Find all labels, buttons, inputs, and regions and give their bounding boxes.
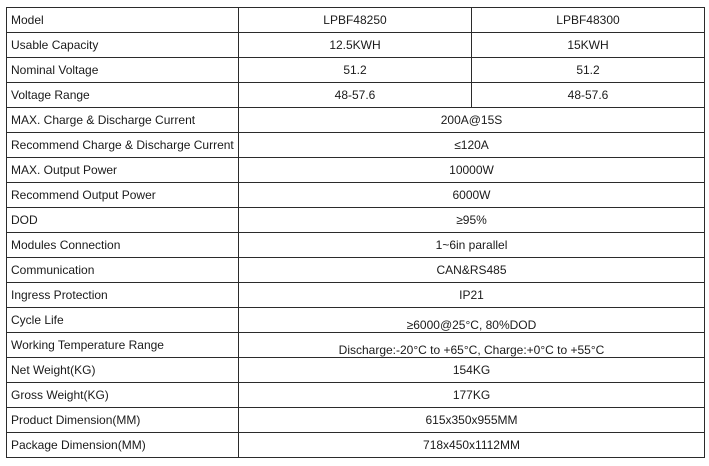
table-row	[7, 33, 705, 58]
row-label: Modules Connection	[7, 233, 239, 258]
row-label: Usable Capacity	[7, 33, 239, 58]
shared-value: 10000W	[239, 158, 705, 183]
table-row	[7, 208, 705, 233]
shared-value: IP21	[239, 283, 705, 308]
table-row	[7, 358, 705, 383]
table-row	[7, 108, 705, 133]
table-row	[7, 408, 705, 433]
model-a-value: 48-57.6	[239, 83, 472, 108]
row-label: Net Weight(KG)	[7, 358, 239, 383]
table-row	[7, 283, 705, 308]
row-label: DOD	[7, 208, 239, 233]
row-label: Gross Weight(KG)	[7, 383, 239, 408]
shared-value: 200A@15S	[239, 108, 705, 133]
model-b-value: 15KWH	[472, 33, 705, 58]
shared-value: CAN&RS485	[239, 258, 705, 283]
table-row	[7, 8, 705, 33]
shared-value: 615x350x955MM	[239, 408, 705, 433]
row-label: Model	[7, 8, 239, 33]
model-b-value: 48-57.6	[472, 83, 705, 108]
row-label: Recommend Output Power	[7, 183, 239, 208]
row-label: Voltage Range	[7, 83, 239, 108]
shared-value: 1~6in parallel	[239, 233, 705, 258]
model-a-value: 12.5KWH	[239, 33, 472, 58]
row-label: Ingress Protection	[7, 283, 239, 308]
table-row	[7, 383, 705, 408]
shared-value: ≥6000@25°C, 80%DOD	[239, 308, 705, 333]
row-label: Communication	[7, 258, 239, 283]
table-row	[7, 58, 705, 83]
shared-value: 154KG	[239, 358, 705, 383]
model-a-value: 51.2	[239, 58, 472, 83]
row-label: Cycle Life	[7, 308, 239, 333]
table-row	[7, 83, 705, 108]
row-label: Recommend Charge & Discharge Current	[7, 133, 239, 158]
table-row	[7, 308, 705, 333]
model-b-value: 51.2	[472, 58, 705, 83]
table-row	[7, 433, 705, 458]
shared-value: Discharge:-20°C to +65°C, Charge:+0°C to +55°C	[239, 333, 705, 358]
model-a-value: LPBF48250	[239, 8, 472, 33]
shared-value: 6000W	[239, 183, 705, 208]
spec-table	[6, 7, 705, 458]
table-row	[7, 333, 705, 358]
table-row	[7, 133, 705, 158]
row-label: Nominal Voltage	[7, 58, 239, 83]
shared-value: ≤120A	[239, 133, 705, 158]
row-label: Package Dimension(MM)	[7, 433, 239, 458]
table-row	[7, 183, 705, 208]
table-row	[7, 158, 705, 183]
shared-value: 718x450x1112MM	[239, 433, 705, 458]
table-row	[7, 233, 705, 258]
row-label: Product Dimension(MM)	[7, 408, 239, 433]
table-row	[7, 258, 705, 283]
shared-value: 177KG	[239, 383, 705, 408]
row-label: Working Temperature Range	[7, 333, 239, 358]
model-b-value: LPBF48300	[472, 8, 705, 33]
shared-value: ≥95%	[239, 208, 705, 233]
row-label: MAX. Output Power	[7, 158, 239, 183]
row-label: MAX. Charge & Discharge Current	[7, 108, 239, 133]
